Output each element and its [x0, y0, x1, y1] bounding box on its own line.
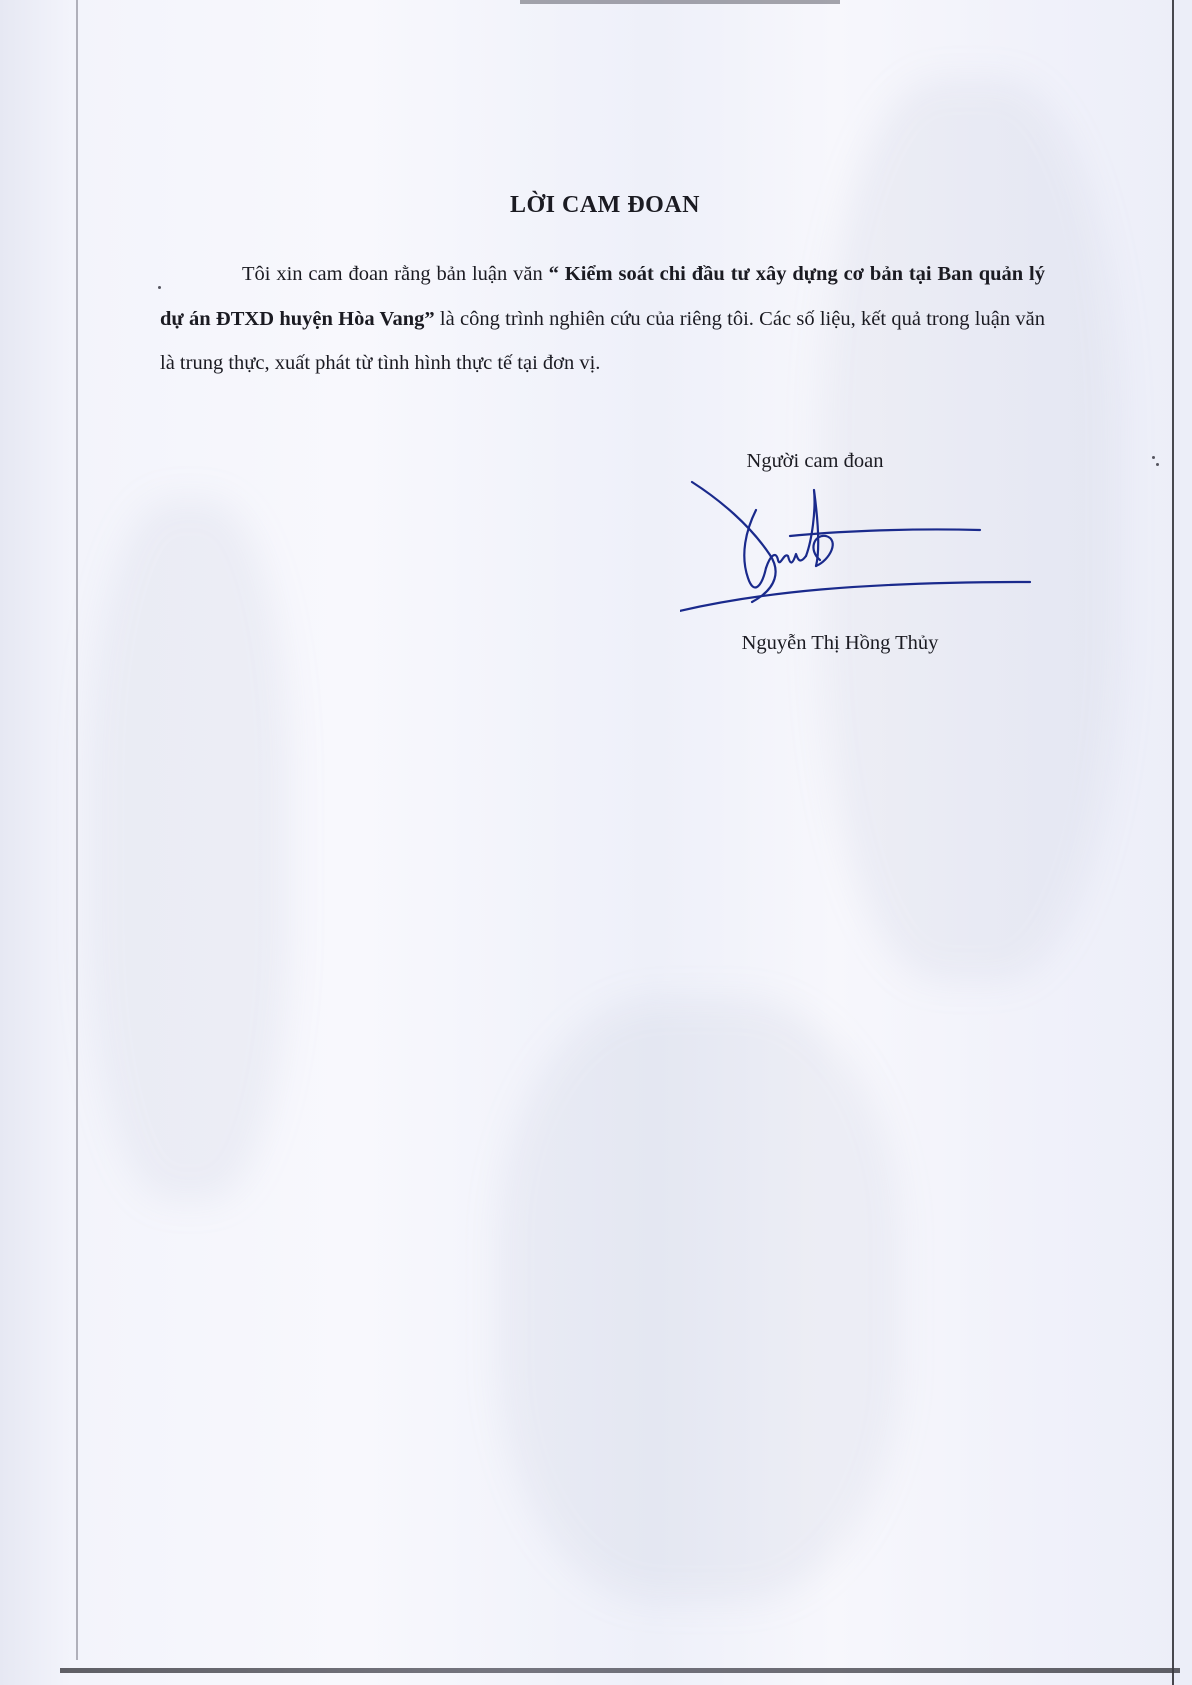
page-title: LỜI CAM ĐOAN [510, 192, 700, 218]
scan-shade [90, 500, 290, 1200]
scan-speck [1152, 456, 1155, 459]
paragraph-rest: là công trình nghiên cứu của riêng tôi. Các số liệu, kết quả trong luận văn là trung thực, xuất phát từ tình hình thực tế tại đơn vị. [160, 307, 1045, 374]
scan-shade [500, 1000, 900, 1600]
thesis-title: “ Kiểm soát chi đầu tư xây dựng cơ bản tại Ban quản lý dự án ĐTXD huyện Hòa Vang” [160, 263, 1045, 330]
page-edge-right [1172, 0, 1174, 1685]
handwritten-signature [680, 470, 1040, 640]
scan-speck [158, 286, 161, 289]
page-edge-bottom [60, 1668, 1180, 1673]
scan-speck [1156, 463, 1159, 466]
signer-role: Người cam đoan [746, 450, 884, 472]
page-edge-top [520, 0, 840, 4]
page-edge-left [76, 0, 78, 1660]
signer-name: Nguyễn Thị Hồng Thủy [741, 632, 939, 654]
declaration-paragraph [160, 252, 1045, 386]
paragraph-intro: Tôi xin cam đoan rằng bản luận văn [242, 263, 549, 285]
